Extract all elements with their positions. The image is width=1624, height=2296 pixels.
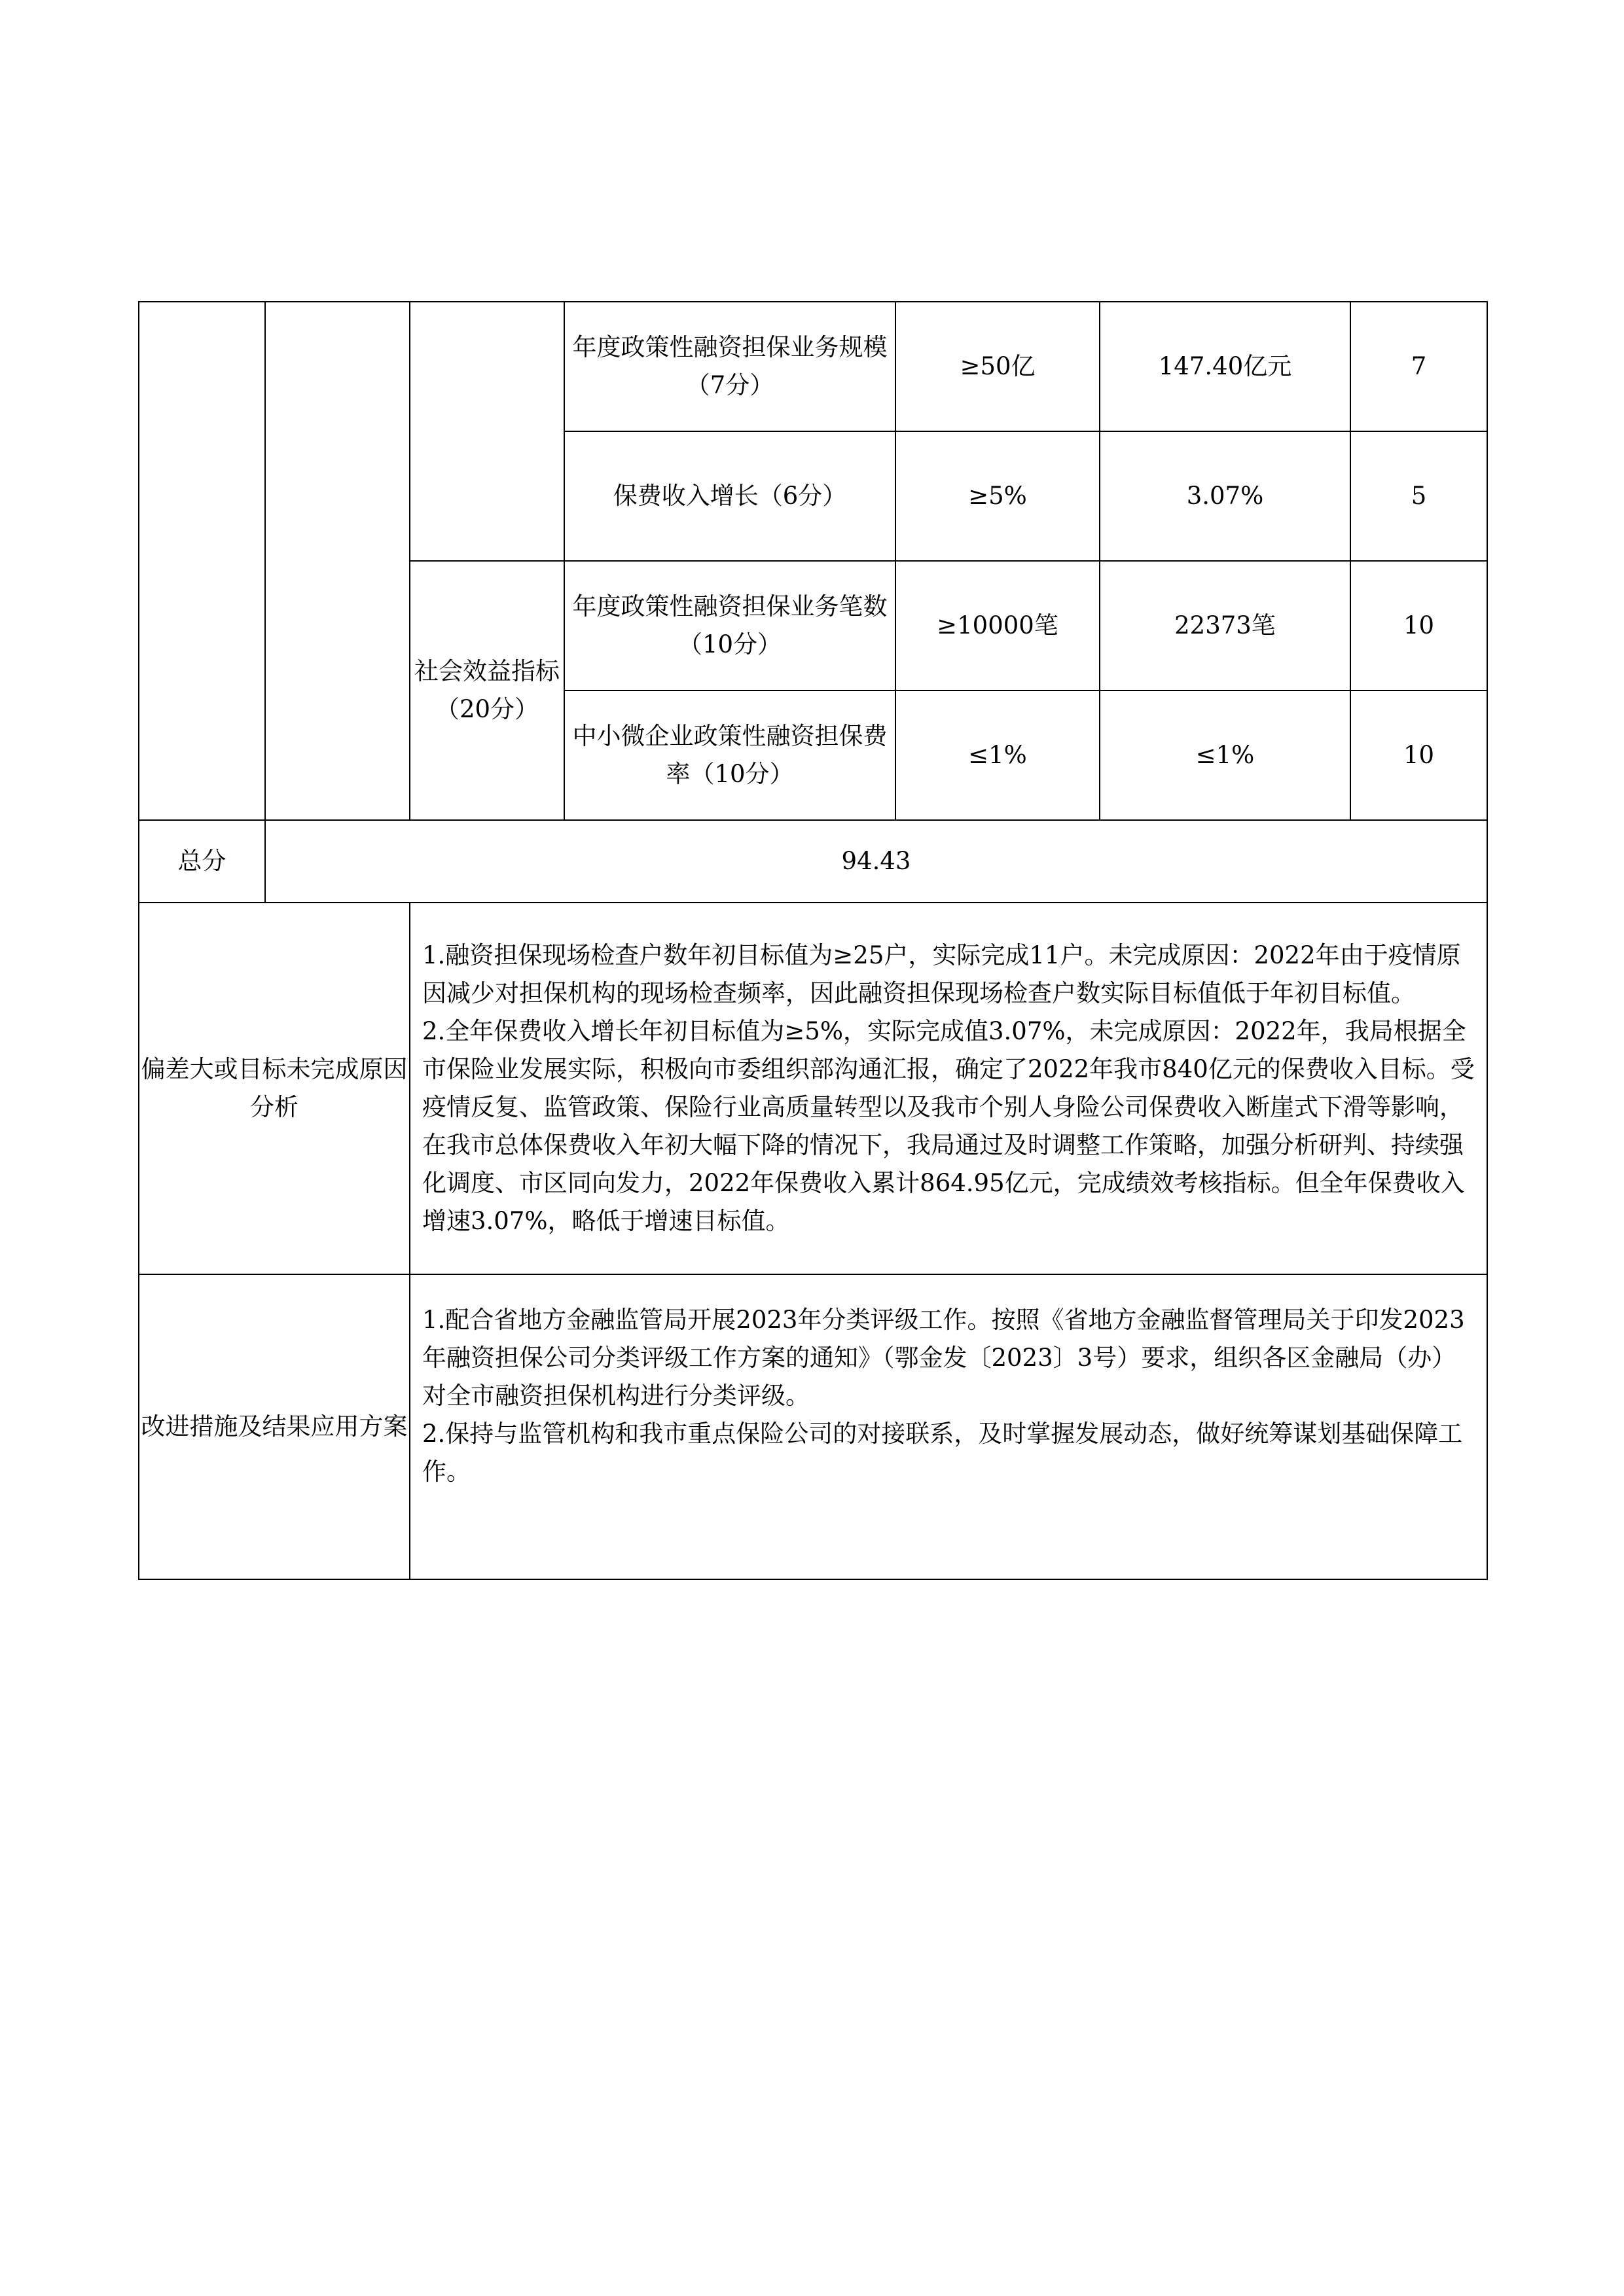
total-row <box>139 820 1487 903</box>
indicator-cell: 保费收入增长（6分） <box>564 431 895 561</box>
actual-cell: 147.40亿元 <box>1100 302 1350 431</box>
empty-cell <box>410 302 564 561</box>
deviation-paragraph: 1.融资担保现场检查户数年初目标值为≥25户，实际完成11户。未完成原因：2022年由于疫情原因减少对担保机构的现场检查频率，因此融资担保现场检查户数实际目标值低于年初目标值。 <box>422 941 1461 1007</box>
target-cell: ≥5% <box>895 431 1100 561</box>
actual-cell: ≤1% <box>1100 691 1350 820</box>
deviation-row <box>139 903 1487 1274</box>
improvement-paragraph: 2.保持与监管机构和我市重点保险公司的对接联系，及时掌握发展动态，做好统筹谋划基础保障工作。 <box>422 1420 1463 1486</box>
indicator-cell: 年度政策性融资担保业务规模（7分） <box>564 302 895 431</box>
deviation-paragraph: 2.全年保费收入增长年初目标值为≥5%，实际完成值3.07%，未完成原因：2022年，我局根据全市保险业发展实际，积极向市委组织部沟通汇报，确定了2022年我市840亿元的保费收入目标。受疫情反复、监管政策、保险行业高质量转型以及我市个别人身险公司保费收入断崖式下滑等影响，在我市总体保费收入年初大幅下降的情况下，我局通过及时调整工作策略，加强分析研判、持续强化调度、市区同向发力，2022年保费收入累计864.95亿元，完成绩效考核指标。但全年保费收入增速3.07%，略低于增速目标值。 <box>422 1017 1475 1235</box>
empty-cell <box>265 302 410 820</box>
total-value: 94.43 <box>265 820 1487 903</box>
social-benefit-category: 社会效益指标（20分） <box>410 561 564 820</box>
score-cell: 5 <box>1350 431 1487 561</box>
improvement-paragraph: 1.配合省地方金融监管局开展2023年分类评级工作。按照《省地方金融监督管理局关于印发2023年融资担保公司分类评级工作方案的通知》（鄂金发〔2023〕3号）要求，组织各区金融局（办）对全市融资担保机构进行分类评级。 <box>422 1306 1465 1410</box>
score-cell: 10 <box>1350 561 1487 691</box>
target-cell: ≥50亿 <box>895 302 1100 431</box>
performance-table <box>138 301 1488 1580</box>
total-label: 总分 <box>139 820 265 903</box>
score-cell: 10 <box>1350 691 1487 820</box>
indicator-cell: 年度政策性融资担保业务笔数（10分） <box>564 561 895 691</box>
actual-cell: 3.07% <box>1100 431 1350 561</box>
table-row <box>139 302 1487 431</box>
deviation-analysis <box>410 903 1487 1274</box>
empty-cell <box>139 302 265 820</box>
target-cell: ≥10000笔 <box>895 561 1100 691</box>
deviation-label: 偏差大或目标未完成原因分析 <box>139 903 410 1274</box>
improvement-plan <box>410 1274 1487 1579</box>
indicator-cell: 中小微企业政策性融资担保费率（10分） <box>564 691 895 820</box>
actual-cell: 22373笔 <box>1100 561 1350 691</box>
improvement-label: 改进措施及结果应用方案 <box>139 1274 410 1579</box>
target-cell: ≤1% <box>895 691 1100 820</box>
improvement-row <box>139 1274 1487 1579</box>
score-cell: 7 <box>1350 302 1487 431</box>
